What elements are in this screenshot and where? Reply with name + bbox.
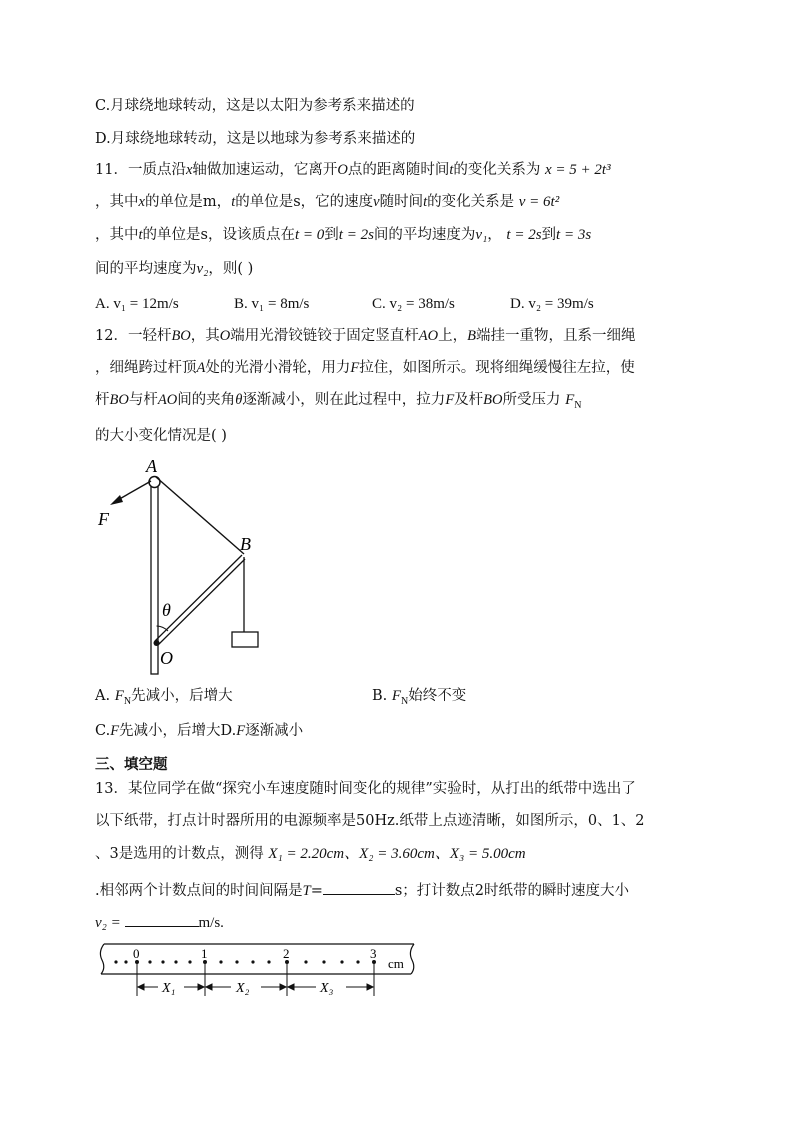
time-0: t = 0 — [294, 227, 325, 243]
answer-blank-t[interactable] — [323, 880, 395, 895]
paper-tape-diagram — [96, 938, 426, 1000]
dot — [188, 960, 191, 963]
subscript: N — [123, 695, 132, 707]
tape-right-edge — [410, 944, 414, 974]
arrowhead — [367, 984, 373, 990]
text: 、3是选用的计数点，测得 — [95, 846, 264, 862]
q11-line-1 — [95, 160, 611, 180]
equation-x: x = 5 + 2t³ — [545, 162, 611, 178]
var: B — [467, 328, 476, 344]
unit: m/s. — [198, 915, 224, 931]
text: 上， — [438, 328, 468, 344]
text: ，其 — [190, 328, 220, 344]
arrowhead — [198, 984, 204, 990]
force-arrowhead — [110, 495, 123, 505]
q11-line-2 — [95, 192, 559, 212]
unit-label: cm — [388, 956, 404, 971]
hinge-o — [154, 640, 160, 646]
var: T — [302, 883, 311, 899]
text: 的单位是s，它的速度 — [235, 194, 374, 210]
point-label-1: 1 — [201, 946, 208, 961]
equation-measurements: X₁ = 2.20cm、X₂ = 3.60cm、X₃ = 5.00cm — [268, 846, 526, 862]
text: 的变化关系是 — [427, 194, 515, 210]
arrowhead — [280, 984, 286, 990]
q13-line-3 — [95, 844, 526, 864]
q11-option-b: B. v₁ = 8m/s — [234, 296, 310, 312]
var: F — [114, 688, 124, 704]
text: ，其中 — [95, 227, 139, 243]
dot — [251, 960, 254, 963]
dot — [148, 960, 151, 963]
point-label-0: 0 — [133, 946, 140, 961]
text: B. — [372, 688, 392, 704]
q10-option-c: C.月球绕地球转动，这是以太阳为参考系来描述的 — [95, 98, 415, 114]
var: F — [110, 723, 120, 739]
equation-v: v = 6t² — [518, 194, 560, 210]
var: t — [423, 194, 428, 210]
text: 先减小，后增大 — [131, 688, 233, 704]
q11-option-d: D. v₂ = 39m/s — [510, 296, 594, 312]
var: x — [185, 162, 193, 178]
q13-line-2: 以下纸带，打点计时器所用的电源频率是50Hz.纸带上点迹清晰，如图所示，0、1、2 — [95, 813, 645, 829]
section-title: 三、填空题 — [95, 756, 168, 773]
text: 端用光滑铰链铰于固定竖直杆 — [230, 328, 419, 344]
text: 点的距离随时间 — [347, 162, 450, 178]
text: 的单位是s，设该质点在 — [142, 227, 295, 243]
var: x — [138, 194, 145, 210]
text: 12．一轻杆 — [95, 328, 172, 344]
text: = — [310, 883, 323, 899]
segment-label-x1: X₁ — [162, 981, 176, 996]
text: ， — [487, 227, 502, 243]
text: 随时间 — [379, 194, 424, 210]
text: 到 — [541, 227, 557, 243]
text: 处的光滑小滑轮，用力 — [205, 360, 351, 376]
rod-pulley-diagram — [90, 450, 290, 680]
text: 拉住，如图所示。现将细绳缓慢往左拉，使 — [359, 360, 635, 376]
subscript: N — [574, 399, 582, 411]
label-theta: θ — [162, 600, 171, 620]
var: θ — [235, 392, 243, 408]
q11-option-c: C. v₂ = 38m/s — [372, 296, 455, 312]
text: 11．一质点沿 — [95, 162, 186, 178]
answer-blank-v2[interactable] — [125, 912, 199, 927]
text: A. — [95, 688, 115, 704]
var: F — [236, 723, 246, 739]
q13-line-5 — [95, 912, 224, 933]
label-b: B — [240, 534, 251, 554]
var: BO — [109, 392, 129, 408]
text: 间的平均速度为 — [373, 227, 476, 243]
dot — [322, 960, 325, 963]
text: 杆 — [95, 392, 110, 408]
dot — [267, 960, 270, 963]
q12-line-2 — [95, 358, 635, 378]
tape-dots — [114, 960, 376, 964]
var: O — [337, 162, 348, 178]
text: 始终不变 — [408, 688, 467, 704]
text: .相邻两个计数点间的时间间隔是 — [95, 883, 303, 899]
var: v — [373, 194, 380, 210]
q10-option-d: D.月球绕地球转动，这是以地球为参考系来描述的 — [95, 131, 416, 147]
text: 的单位是m， — [144, 194, 232, 210]
text: ，其中 — [95, 194, 139, 210]
text: C. — [95, 723, 111, 739]
subscript: N — [401, 695, 409, 707]
q12-option-b — [372, 686, 466, 712]
segment-label-x2: X₂ — [236, 981, 250, 996]
q13-line-4 — [95, 880, 629, 901]
var: t — [449, 162, 454, 178]
q11-option-a: A. v₁ = 12m/s — [95, 296, 179, 312]
var: t — [231, 194, 236, 210]
time-3: t = 3s — [556, 227, 592, 243]
label-o: O — [160, 648, 173, 668]
var-v2: v₂ — [196, 261, 209, 277]
text: 所受压力 — [502, 392, 561, 408]
text: D. — [220, 723, 237, 739]
segment-label-x3: X₃ — [320, 981, 334, 996]
dot — [124, 960, 127, 963]
var-v2: v₂ = — [95, 915, 125, 931]
rod-bo-edge-1 — [155, 555, 242, 641]
label-f: F — [98, 509, 109, 529]
var: t — [138, 227, 143, 243]
rope-a-to-b — [156, 477, 244, 554]
var: F — [350, 360, 360, 376]
var-v1: v₁ — [475, 227, 488, 243]
text: 间的夹角 — [177, 392, 236, 408]
var: BO — [483, 392, 503, 408]
point-label-2: 2 — [283, 946, 290, 961]
var: F — [445, 392, 455, 408]
text: s；打计数点2时纸带的瞬时速度大小 — [394, 883, 630, 899]
q12-option-a — [95, 686, 233, 712]
var: O — [219, 328, 231, 344]
text: 先减小，后增大 — [119, 723, 221, 739]
dot — [161, 960, 164, 963]
dot — [219, 960, 222, 963]
text: 间的平均速度为 — [95, 261, 197, 277]
weight-block — [232, 632, 258, 647]
arrowhead — [206, 984, 212, 990]
q12-line-4: 的大小变化情况是( ) — [95, 428, 227, 444]
q12-line-3 — [95, 390, 582, 416]
dot — [356, 960, 359, 963]
time-2b: t = 2s — [506, 227, 542, 243]
var: AO — [157, 392, 178, 408]
tape-left-edge — [100, 944, 104, 974]
var: A — [196, 360, 206, 376]
text: ，细绳跨过杆顶 — [95, 360, 197, 376]
arrowhead — [288, 984, 294, 990]
text: 端挂一重物，且系一细绳 — [475, 328, 636, 344]
text: 到 — [324, 227, 339, 243]
q12-line-1 — [95, 326, 635, 346]
q12-options-cd — [95, 721, 303, 741]
dot — [304, 960, 307, 963]
q11-line-3 — [95, 225, 591, 245]
var: AO — [418, 328, 439, 344]
var: F — [391, 688, 402, 704]
dot — [114, 960, 117, 963]
var-f: F — [565, 392, 575, 408]
dot — [174, 960, 177, 963]
text: 轴做加速运动，它离开 — [192, 162, 338, 178]
text: 逐渐减小，则在此过程中，拉力 — [242, 392, 446, 408]
text: 及杆 — [454, 392, 484, 408]
text: 的变化关系为 — [453, 162, 541, 178]
q13-line-1: 13．某位同学在做“探究小车速度随时间变化的规律”实验时，从打出的纸带中选出了 — [95, 781, 636, 797]
point-label-3: 3 — [370, 946, 377, 961]
time-2: t = 2s — [338, 227, 374, 243]
dot — [235, 960, 238, 963]
dot — [340, 960, 343, 963]
text: ，则( ) — [208, 261, 254, 277]
text: 与杆 — [128, 392, 158, 408]
label-a: A — [146, 456, 157, 476]
q11-line-4 — [95, 259, 253, 279]
var: BO — [171, 328, 191, 344]
arrowhead — [138, 984, 144, 990]
text: 逐渐减小 — [245, 723, 304, 739]
